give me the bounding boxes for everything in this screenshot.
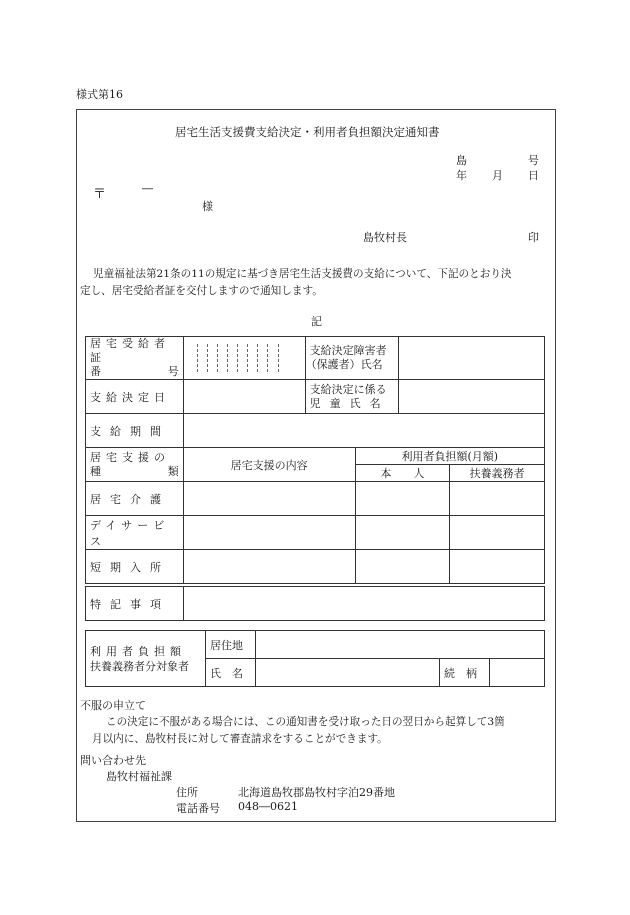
cert-label-bottom-right: 号 [167,365,179,378]
digit-box [268,344,278,372]
decision-date-field[interactable] [183,380,305,414]
day-service-supporter[interactable] [450,516,545,550]
document-title: 居宅生活支援費支給決定・利用者負担額決定通知書 [175,125,440,139]
postal-mark: 〒 [93,187,107,202]
relation-label: 続 柄 [440,659,490,687]
supporter-table [85,630,545,687]
supporter-label-line-1: 利用者負担額 [90,644,186,658]
service-type-top: 居宅支援の [90,450,170,464]
home-care-content[interactable] [183,482,355,516]
supporter-label-line-2: 扶養義務者分対象者 [90,659,189,673]
notes-table [85,586,545,621]
contact-phone-label: 電話番号 [176,802,220,815]
body-text-line-2: 定し、居宅受給者証を交付しますので通知します。 [80,285,323,297]
appeal-line-1: この決定に不服がある場合には、この通知書を受け取った日の翌日から起算して3箇 [106,716,505,728]
residence-field[interactable] [256,631,545,659]
service-type-label [86,448,184,482]
child-label-top: 支給決定に係る [309,382,387,396]
doc-number-prefix: 島 [456,154,467,167]
self-header: 本 人 [355,465,450,482]
digit-box [279,344,288,372]
cert-label-top: 居宅受給者証 [90,337,170,364]
doc-number-suffix: 号 [528,154,539,167]
guardian-name-field[interactable] [399,337,545,380]
ki-heading: 記 [311,315,322,328]
cert-number-label [86,337,184,380]
date-year: 年 [456,169,467,182]
digit-box [258,344,268,372]
form-number: 様式第16 [76,88,123,101]
contact-address: 北海道島牧郡島牧村字泊29番地 [238,786,395,799]
guardian-label-bottom: （保護者）氏名 [305,358,383,371]
supporter-name-field[interactable] [256,659,440,687]
decision-table [85,336,545,584]
supporter-name-label: 氏 名 [206,659,256,687]
notes-label: 特記事項 [86,587,184,621]
body-text-line-1: 児童福祉法第21条の11の規定に基づき居宅生活支援費の支給について、下記のとおり決 [93,268,512,280]
supporter-label [86,631,206,687]
child-name-field[interactable] [399,380,545,414]
cert-number-boxes[interactable] [183,337,305,380]
child-label-bottom: 児童氏名 [309,396,390,410]
supporter-header: 扶養義務者 [450,465,545,482]
short-stay-self[interactable] [355,550,450,584]
home-care-self[interactable] [355,482,450,516]
relation-field[interactable] [490,659,545,687]
child-label [305,380,399,414]
contact-heading: 問い合わせ先 [80,754,146,767]
row-label-home-care: 居宅介護 [86,482,184,516]
contact-address-label: 住所 [176,786,198,799]
date-day: 日 [528,169,539,182]
digit-box [198,344,208,372]
row-label-short-stay: 短期入所 [86,550,184,584]
postal-dash: ― [142,182,153,195]
short-stay-content[interactable] [183,550,355,584]
digit-box [248,344,258,372]
digit-box [228,344,238,372]
appeal-line-2: 月以内に、島牧村長に対して審査請求をすることができます。 [92,733,388,745]
date-month: 月 [492,169,503,182]
day-service-self[interactable] [355,516,450,550]
digit-box [218,344,228,372]
digit-box [238,344,248,372]
recipient-sama: 様 [202,200,213,213]
issuer-seal: 印 [528,231,539,244]
burden-header: 利用者負担額(月額) [355,448,545,465]
period-field[interactable] [183,414,544,448]
service-type-bottom-left: 種 [90,464,101,478]
home-care-supporter[interactable] [450,482,545,516]
issuer-name: 島牧村長 [363,231,407,244]
row-label-day-service: デイサービス [86,516,184,550]
guardian-label-top: 支給決定障害者 [309,344,387,357]
service-type-bottom-right: 類 [167,464,179,478]
content-header: 居宅支援の内容 [183,448,355,482]
contact-dept: 島牧村福祉課 [106,770,172,783]
digit-box [208,344,218,372]
short-stay-supporter[interactable] [450,550,545,584]
contact-phone: 048―0621 [238,800,298,813]
notes-field[interactable] [184,587,545,621]
decision-date-label: 支給決定日 [86,380,184,414]
guardian-label [305,337,399,380]
cert-label-bottom-left: 番 [90,365,101,378]
digit-box [188,344,198,372]
day-service-content[interactable] [183,516,355,550]
appeal-heading: 不服の申立て [80,699,146,712]
period-label: 支給期間 [86,414,184,448]
residence-label: 居住地 [206,631,256,659]
